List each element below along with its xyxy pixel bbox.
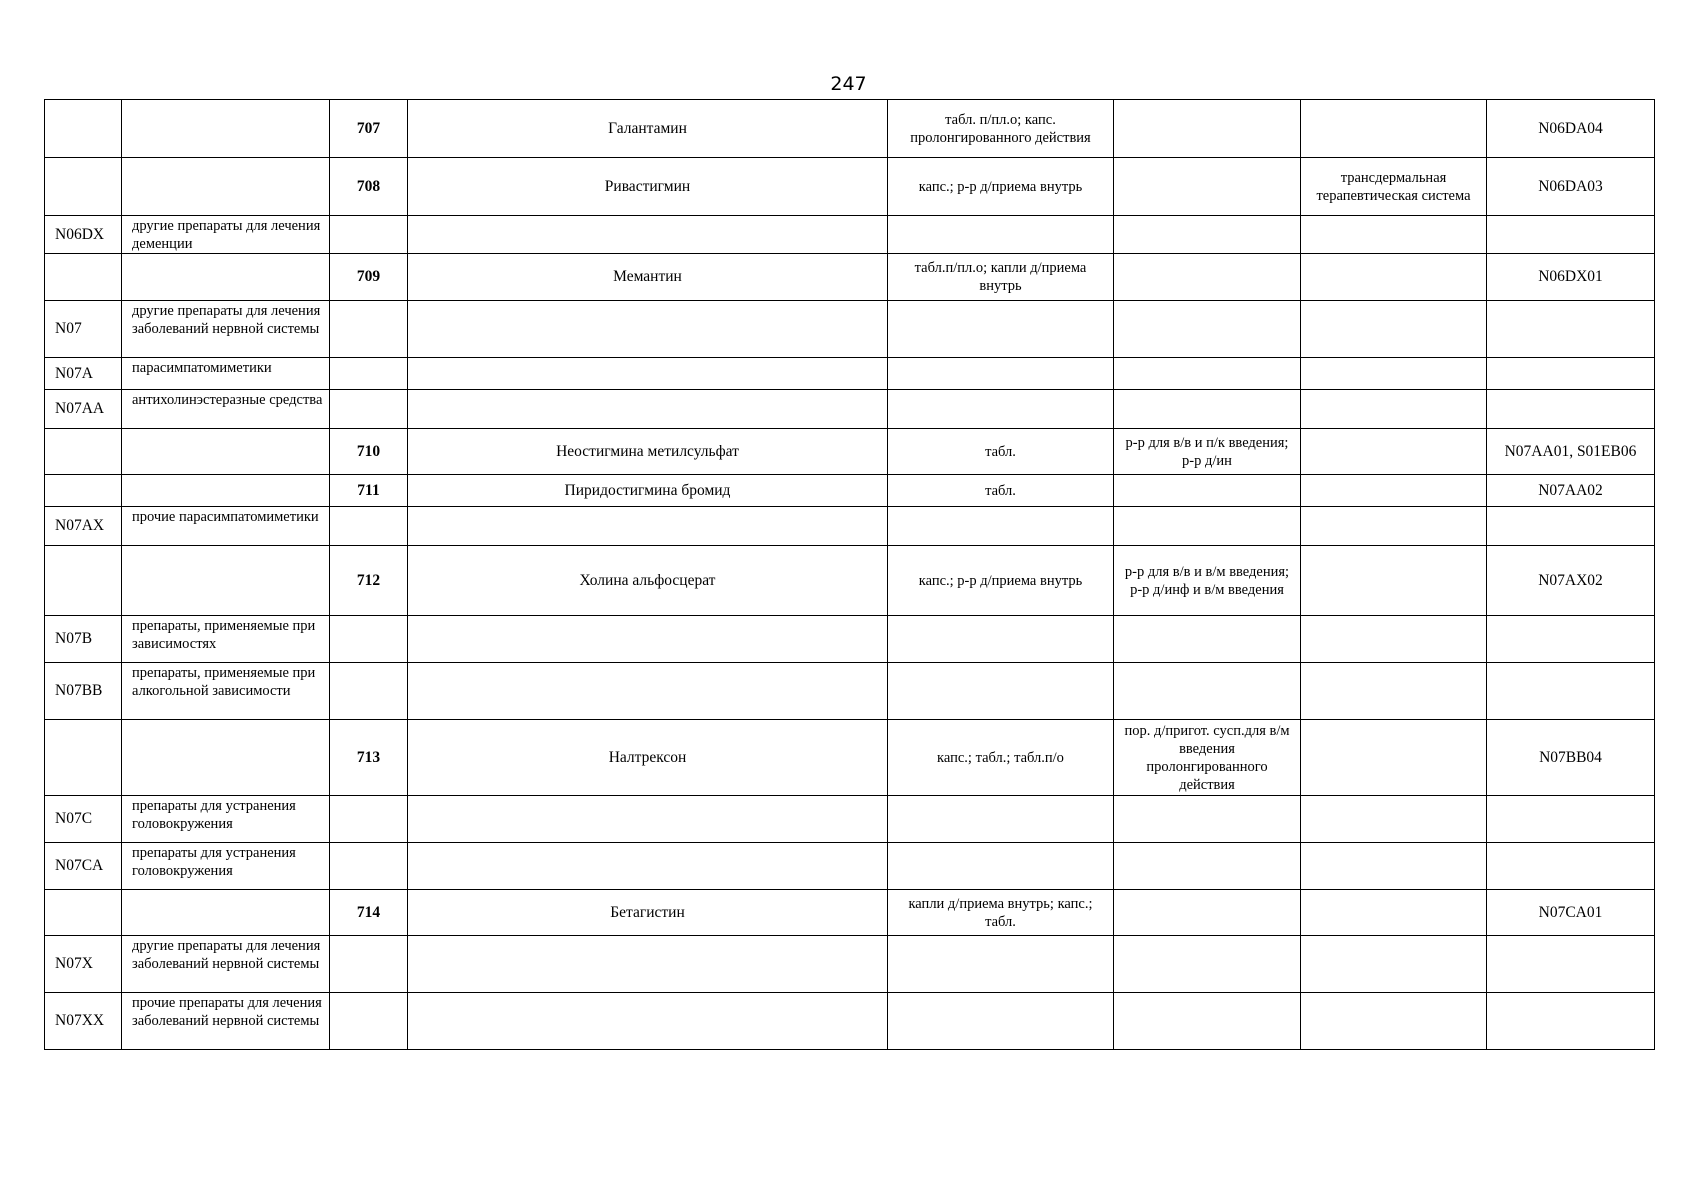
table-row: [45, 546, 1655, 616]
dosage-form-injection: [1114, 301, 1301, 358]
atc-code: N07AA02: [1487, 475, 1655, 507]
item-number: [330, 616, 408, 663]
dosage-form-other: [1301, 843, 1487, 890]
dosage-form-primary: [888, 796, 1114, 843]
atc-group-name: препараты для устранения головокружения: [122, 796, 330, 843]
atc-group-code: N07BB: [45, 663, 122, 720]
dosage-form-other: [1301, 796, 1487, 843]
atc-group-code: [45, 546, 122, 616]
atc-group-name: препараты, применяемые при алкогольной зависимости: [122, 663, 330, 720]
dosage-form-injection: р-р для в/в и в/м введения; р-р д/инф и в/м введения: [1114, 546, 1301, 616]
dosage-form-primary: табл.: [888, 429, 1114, 475]
atc-group-name: препараты, применяемые при зависимостях: [122, 616, 330, 663]
dosage-form-primary: [888, 663, 1114, 720]
drug-list-table: [44, 99, 1655, 1050]
drug-name: [408, 936, 888, 993]
table-row: [45, 796, 1655, 843]
drug-name: Неостигмина метилсульфат: [408, 429, 888, 475]
dosage-form-other: [1301, 301, 1487, 358]
atc-group-code: N07XX: [45, 993, 122, 1050]
page-number: 247: [830, 73, 867, 95]
atc-group-code: [45, 254, 122, 301]
atc-group-code: N07AA: [45, 390, 122, 429]
atc-group-name: [122, 546, 330, 616]
dosage-form-other: [1301, 100, 1487, 158]
item-number: [330, 216, 408, 254]
table-row: [45, 993, 1655, 1050]
dosage-form-other: [1301, 358, 1487, 390]
atc-code: [1487, 993, 1655, 1050]
item-number: [330, 663, 408, 720]
drug-name: [408, 358, 888, 390]
item-number: [330, 390, 408, 429]
table-row: [45, 301, 1655, 358]
dosage-form-other: [1301, 616, 1487, 663]
dosage-form-primary: [888, 507, 1114, 546]
dosage-form-other: [1301, 720, 1487, 796]
dosage-form-other: [1301, 429, 1487, 475]
drug-name: [408, 390, 888, 429]
table-row: [45, 843, 1655, 890]
atc-group-code: N07AX: [45, 507, 122, 546]
atc-group-code: N07CA: [45, 843, 122, 890]
dosage-form-injection: [1114, 158, 1301, 216]
atc-code: [1487, 616, 1655, 663]
dosage-form-injection: [1114, 254, 1301, 301]
dosage-form-primary: [888, 390, 1114, 429]
atc-group-code: N07X: [45, 936, 122, 993]
item-number: 710: [330, 429, 408, 475]
item-number: 711: [330, 475, 408, 507]
table-row: [45, 936, 1655, 993]
atc-code: N06DX01: [1487, 254, 1655, 301]
item-number: 709: [330, 254, 408, 301]
dosage-form-primary: [888, 936, 1114, 993]
atc-group-code: [45, 429, 122, 475]
dosage-form-other: [1301, 390, 1487, 429]
atc-group-name: другие препараты для лечения заболеваний нервной системы: [122, 936, 330, 993]
drug-name: Пиридостигмина бромид: [408, 475, 888, 507]
atc-group-name: другие препараты для лечения деменции: [122, 216, 330, 254]
dosage-form-primary: табл.п/пл.о; капли д/приема внутрь: [888, 254, 1114, 301]
drug-name: [408, 663, 888, 720]
item-number: [330, 796, 408, 843]
table-row: [45, 358, 1655, 390]
dosage-form-primary: [888, 843, 1114, 890]
table-row: [45, 663, 1655, 720]
atc-group-code: N07A: [45, 358, 122, 390]
drug-name: Налтрексон: [408, 720, 888, 796]
drug-name: Бетагистин: [408, 890, 888, 936]
dosage-form-injection: [1114, 100, 1301, 158]
dosage-form-injection: [1114, 390, 1301, 429]
atc-group-code: N07B: [45, 616, 122, 663]
dosage-form-injection: [1114, 663, 1301, 720]
dosage-form-primary: [888, 993, 1114, 1050]
atc-group-code: [45, 890, 122, 936]
atc-code: [1487, 301, 1655, 358]
atc-group-name: антихолинэстеразные средства: [122, 390, 330, 429]
item-number: 708: [330, 158, 408, 216]
dosage-form-injection: [1114, 890, 1301, 936]
dosage-form-primary: [888, 301, 1114, 358]
atc-group-name: препараты для устранения головокружения: [122, 843, 330, 890]
dosage-form-injection: [1114, 796, 1301, 843]
dosage-form-primary: капс.; р-р д/приема внутрь: [888, 546, 1114, 616]
dosage-form-injection: [1114, 507, 1301, 546]
item-number: [330, 936, 408, 993]
atc-group-name: [122, 890, 330, 936]
drug-name: [408, 843, 888, 890]
drug-name: Ривастигмин: [408, 158, 888, 216]
atc-code: [1487, 936, 1655, 993]
item-number: 707: [330, 100, 408, 158]
atc-group-code: [45, 100, 122, 158]
atc-code: N06DA03: [1487, 158, 1655, 216]
atc-group-code: N06DX: [45, 216, 122, 254]
item-number: 713: [330, 720, 408, 796]
dosage-form-injection: р-р для в/в и п/к введения; р-р д/ин: [1114, 429, 1301, 475]
dosage-form-primary: [888, 358, 1114, 390]
atc-code: N07AX02: [1487, 546, 1655, 616]
dosage-form-injection: пор. д/пригот. сусп.для в/м введения пролонгированного действия: [1114, 720, 1301, 796]
atc-code: N07CA01: [1487, 890, 1655, 936]
drug-name: Галантамин: [408, 100, 888, 158]
drug-name: Холина альфосцерат: [408, 546, 888, 616]
atc-group-code: [45, 475, 122, 507]
dosage-form-primary: табл.: [888, 475, 1114, 507]
atc-code: [1487, 843, 1655, 890]
table-row: [45, 507, 1655, 546]
atc-code: [1487, 390, 1655, 429]
atc-group-name: [122, 720, 330, 796]
dosage-form-other: [1301, 936, 1487, 993]
table-row: [45, 158, 1655, 216]
dosage-form-primary: табл. п/пл.о; капс. пролонгированного действия: [888, 100, 1114, 158]
table-body: [45, 100, 1655, 1050]
atc-group-name: [122, 254, 330, 301]
atc-code: N07BB04: [1487, 720, 1655, 796]
table-row: [45, 429, 1655, 475]
dosage-form-other: [1301, 216, 1487, 254]
item-number: [330, 843, 408, 890]
drug-name: [408, 616, 888, 663]
item-number: [330, 358, 408, 390]
atc-group-code: N07C: [45, 796, 122, 843]
dosage-form-injection: [1114, 616, 1301, 663]
item-number: [330, 507, 408, 546]
dosage-form-injection: [1114, 358, 1301, 390]
dosage-form-injection: [1114, 475, 1301, 507]
atc-group-code: [45, 158, 122, 216]
atc-group-name: [122, 100, 330, 158]
item-number: [330, 301, 408, 358]
dosage-form-primary: капли д/приема внутрь; капс.; табл.: [888, 890, 1114, 936]
dosage-form-other: [1301, 663, 1487, 720]
dosage-form-other: [1301, 254, 1487, 301]
drug-name: Мемантин: [408, 254, 888, 301]
drug-name: [408, 301, 888, 358]
atc-group-name: другие препараты для лечения заболеваний нервной системы: [122, 301, 330, 358]
dosage-form-other: [1301, 993, 1487, 1050]
atc-group-name: парасимпатомиметики: [122, 358, 330, 390]
dosage-form-injection: [1114, 216, 1301, 254]
dosage-form-other: [1301, 475, 1487, 507]
atc-code: [1487, 358, 1655, 390]
drug-name: [408, 993, 888, 1050]
item-number: 714: [330, 890, 408, 936]
item-number: [330, 993, 408, 1050]
atc-code: [1487, 507, 1655, 546]
atc-code: N07AA01, S01EB06: [1487, 429, 1655, 475]
table-row: [45, 475, 1655, 507]
dosage-form-primary: капс.; табл.; табл.п/о: [888, 720, 1114, 796]
drug-name: [408, 796, 888, 843]
dosage-form-injection: [1114, 843, 1301, 890]
table-row: [45, 254, 1655, 301]
table-row: [45, 390, 1655, 429]
atc-group-name: [122, 158, 330, 216]
atc-code: [1487, 663, 1655, 720]
atc-group-name: прочие препараты для лечения заболеваний нервной системы: [122, 993, 330, 1050]
table-row: [45, 890, 1655, 936]
drug-name: [408, 507, 888, 546]
dosage-form-other: [1301, 890, 1487, 936]
dosage-form-primary: [888, 616, 1114, 663]
table-row: [45, 720, 1655, 796]
atc-code: N06DA04: [1487, 100, 1655, 158]
drug-name: [408, 216, 888, 254]
dosage-form-other: трансдермальная терапевтическая система: [1301, 158, 1487, 216]
atc-group-name: [122, 429, 330, 475]
atc-code: [1487, 216, 1655, 254]
dosage-form-other: [1301, 546, 1487, 616]
dosage-form-other: [1301, 507, 1487, 546]
atc-group-name: прочие парасимпатомиметики: [122, 507, 330, 546]
item-number: 712: [330, 546, 408, 616]
table-row: [45, 216, 1655, 254]
dosage-form-primary: [888, 216, 1114, 254]
dosage-form-injection: [1114, 936, 1301, 993]
table-row: [45, 616, 1655, 663]
dosage-form-primary: капс.; р-р д/приема внутрь: [888, 158, 1114, 216]
table-row: [45, 100, 1655, 158]
dosage-form-injection: [1114, 993, 1301, 1050]
atc-group-code: [45, 720, 122, 796]
atc-group-name: [122, 475, 330, 507]
atc-code: [1487, 796, 1655, 843]
atc-group-code: N07: [45, 301, 122, 358]
